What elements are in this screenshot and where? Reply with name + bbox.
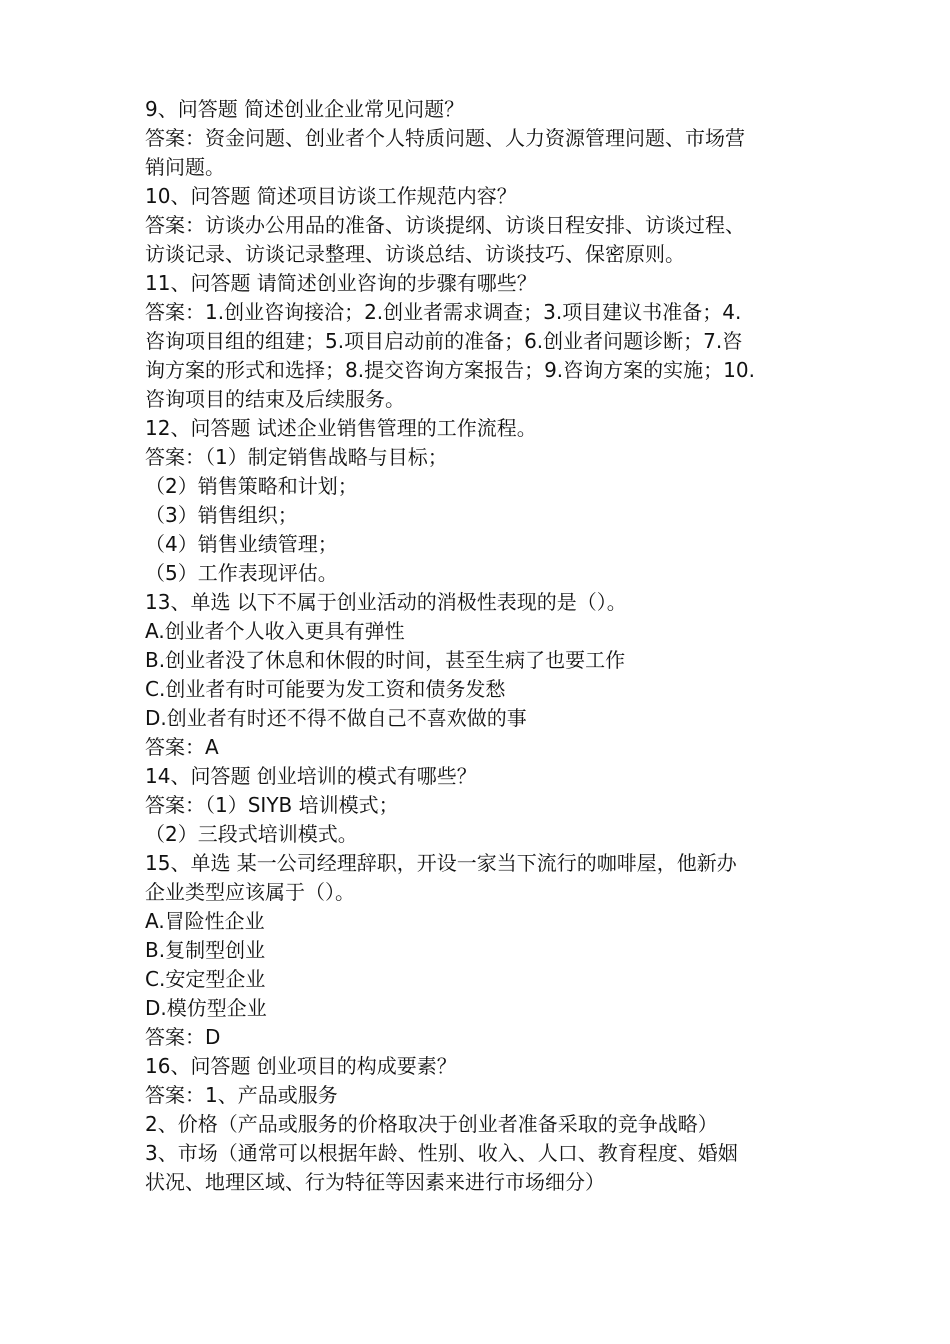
- text-line: 14、问答题 创业培训的模式有哪些？: [145, 764, 477, 788]
- text-line: 答案：（1）制定销售战略与目标；: [145, 445, 448, 469]
- text-line: 企业类型应该属于（）。: [145, 880, 355, 904]
- text-line: C.创业者有时可能要为发工资和债务发愁: [145, 677, 506, 701]
- text-line: C.安定型企业: [145, 967, 266, 991]
- text-line: B.复制型创业: [145, 938, 266, 962]
- text-line: 答案：1、产品或服务: [145, 1083, 338, 1107]
- text-line: （2）三段式培训模式。: [145, 822, 358, 846]
- text-line: 13、单选 以下不属于创业活动的消极性表现的是（）。: [145, 590, 627, 614]
- text-line: D.模仿型企业: [145, 996, 267, 1020]
- text-line: 状况、地理区域、行为特征等因素来进行市场细分）: [145, 1170, 605, 1194]
- text-line: 咨询项目的结束及后续服务。: [145, 387, 405, 411]
- text-line: B.创业者没了休息和休假的时间，甚至生病了也要工作: [145, 648, 626, 672]
- text-line: 16、问答题 创业项目的构成要素？: [145, 1054, 457, 1078]
- text-line: 15、单选 某一公司经理辞职，开设一家当下流行的咖啡屋，他新办: [145, 851, 737, 875]
- text-line: （5）工作表现评估。: [145, 561, 338, 585]
- text-line: （2）销售策略和计划；: [145, 474, 358, 498]
- document-body: [145, 95, 825, 1197]
- text-line: 访谈记录、访谈记录整理、访谈总结、访谈技巧、保密原则。: [145, 242, 685, 266]
- text-line: 3、市场（通常可以根据年龄、性别、收入、人口、教育程度、婚姻: [145, 1141, 738, 1165]
- text-line: 10、问答题 简述项目访谈工作规范内容？: [145, 184, 517, 208]
- text-line: 答案：访谈办公用品的准备、访谈提纲、访谈日程安排、访谈过程、: [145, 213, 745, 237]
- text-line: D.创业者有时还不得不做自己不喜欢做的事: [145, 706, 527, 730]
- text-line: 销问题。: [145, 155, 225, 179]
- text-line: 12、问答题 试述企业销售管理的工作流程。: [145, 416, 537, 440]
- text-line: 答案：D: [145, 1025, 221, 1049]
- text-line: 答案：A: [145, 735, 219, 759]
- text-line: 答案：（1）SIYB 培训模式；: [145, 793, 399, 817]
- text-line: A.冒险性企业: [145, 909, 265, 933]
- text-line: 2、价格（产品或服务的价格取决于创业者准备采取的竞争战略）: [145, 1112, 718, 1136]
- text-line: （3）销售组织；: [145, 503, 298, 527]
- text-line: A.创业者个人收入更具有弹性: [145, 619, 405, 643]
- text-line: 答案：资金问题、创业者个人特质问题、人力资源管理问题、市场营: [145, 126, 745, 150]
- text-line: 咨询项目组的组建；5.项目启动前的准备；6.创业者问题诊断；7.咨: [145, 329, 743, 353]
- text-line: 答案：1.创业咨询接洽；2.创业者需求调查；3.项目建议书准备；4.: [145, 300, 742, 324]
- text-line: 9、问答题 简述创业企业常见问题？: [145, 97, 465, 121]
- text-line: （4）销售业绩管理；: [145, 532, 338, 556]
- text-line: 11、问答题 请简述创业咨询的步骤有哪些？: [145, 271, 537, 295]
- text-line: 询方案的形式和选择；8.提交咨询方案报告；9.咨询方案的实施；10.: [145, 358, 755, 382]
